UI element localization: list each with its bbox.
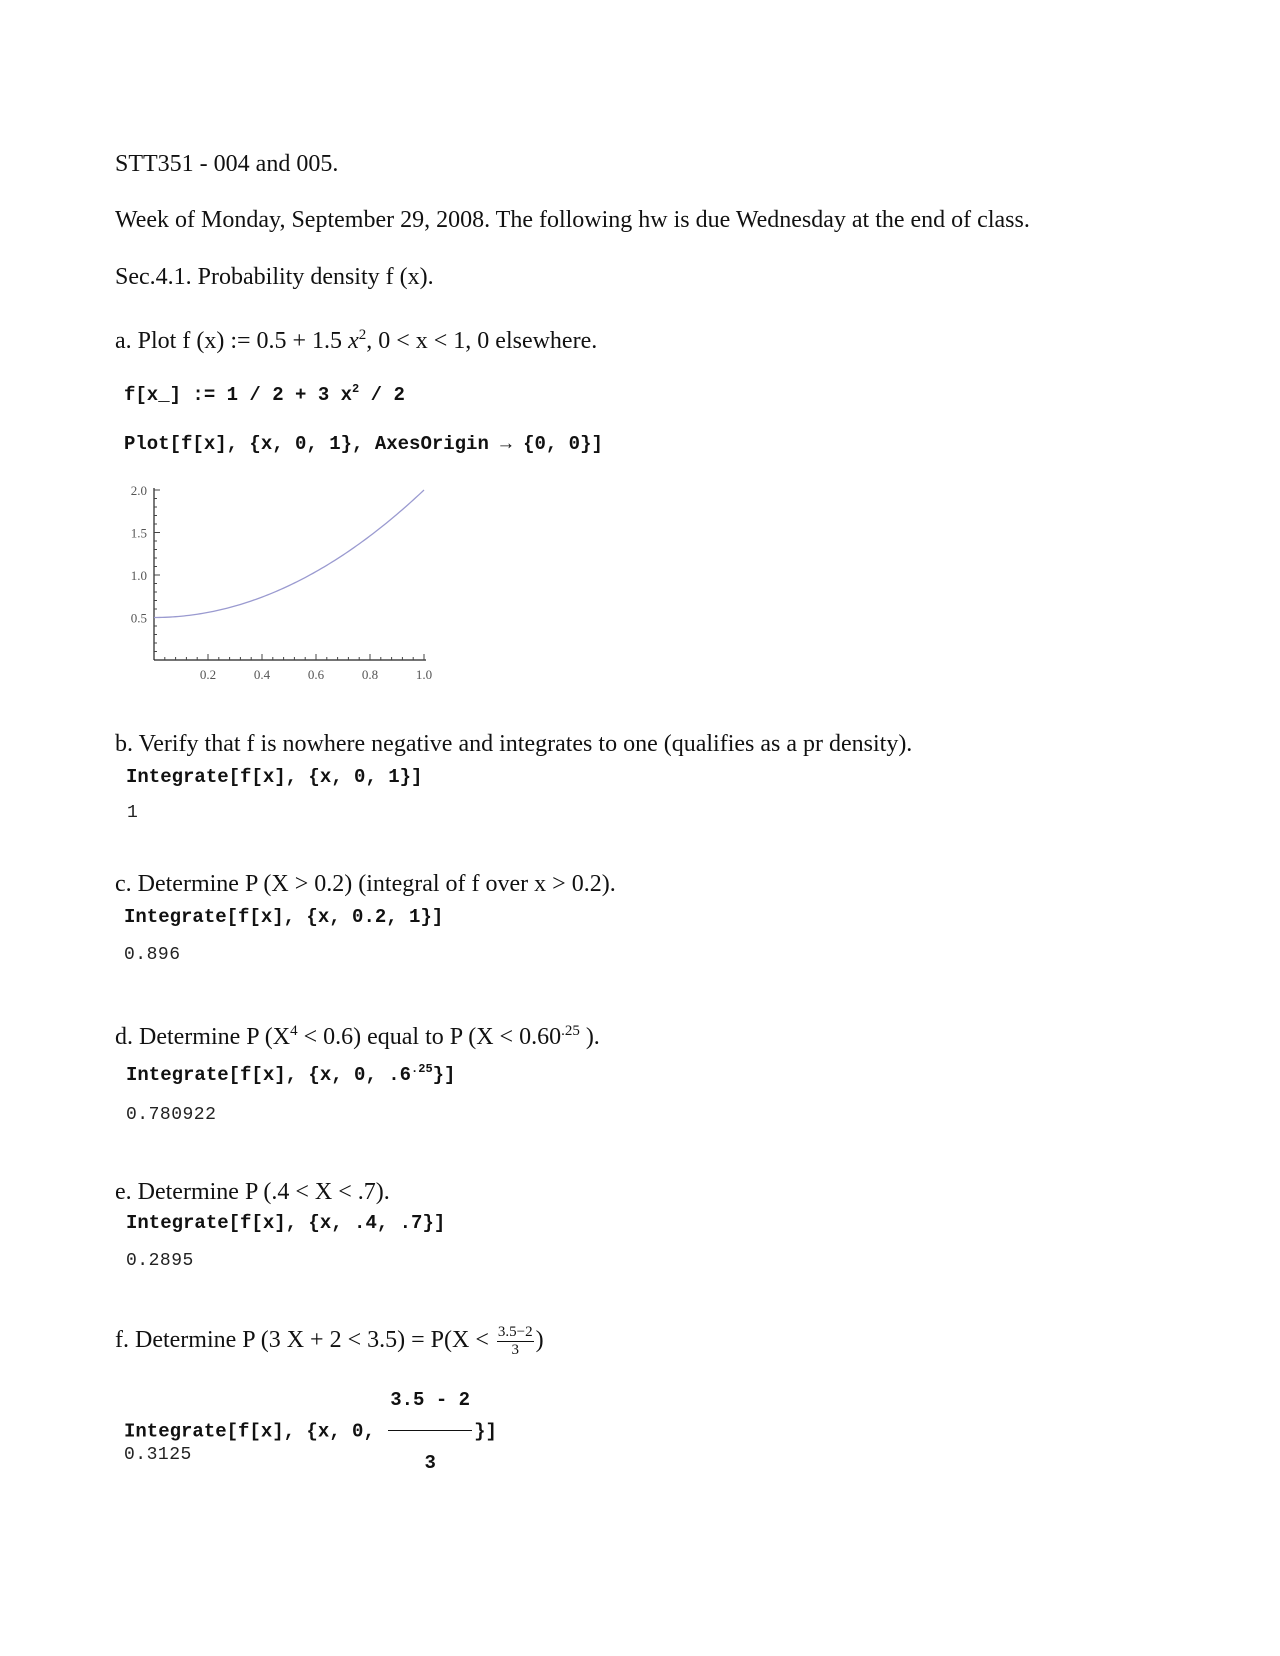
part-a-text: a. Plot f (x) := 0.5 + 1.5 $x^2$, 0 < x < 1, 0 elsewhere. <box>115 327 598 354</box>
course-heading: STT351 - 004 and 005. <box>115 151 339 177</box>
section-title: Sec.4.1. Probability density f (x). <box>115 264 434 290</box>
part-d-output: 0.780922 <box>126 1105 217 1125</box>
x-tick-label: 0.8 <box>361 667 379 680</box>
plot-axes <box>154 488 426 660</box>
part-e-input: Integrate[f[x], {x, .4, .7}] <box>126 1212 446 1234</box>
part-c-text: c. Determine P (X > 0.2) (integral of f over x > 0.2). <box>115 871 616 897</box>
y-tick-label: 2.0 <box>130 483 147 498</box>
plot-ticks <box>154 490 424 660</box>
density-curve <box>154 490 424 618</box>
part-c-output: 0.896 <box>124 945 181 965</box>
part-d-input: Integrate[f[x], {x, 0, $.6^{.25}$}] <box>126 1062 456 1086</box>
x-tick-label: 0.4 <box>253 667 271 680</box>
part-b-output: 1 <box>127 803 139 823</box>
part-f-text: f. Determine P (3 X + 2 < 3.5) = P(X < $\frac{3.5-2}{3}$ ) <box>115 1323 544 1358</box>
part-f-fraction: $\frac{3.5-2}{3}$ <box>497 1323 533 1358</box>
density-plot <box>110 470 450 680</box>
x-tick-label: 1.0 <box>415 667 433 680</box>
y-tick-label: 0.5 <box>130 610 147 626</box>
plot-tick-labels <box>131 483 432 680</box>
y-tick-label: 1.5 <box>130 525 147 541</box>
part-e-output: 0.2895 <box>126 1251 194 1271</box>
part-e-text: e. Determine P (.4 < X < .7). <box>115 1179 390 1205</box>
part-c-input: Integrate[f[x], {x, 0.2, 1}] <box>124 906 444 928</box>
x-tick-label: 0.6 <box>307 667 325 680</box>
part-b-input: Integrate[f[x], {x, 0, 1}] <box>126 766 423 788</box>
y-tick-label: 1.0 <box>130 568 147 583</box>
x-tick-label: 0.2 <box>199 667 217 680</box>
part-a-definition-input: f[x_] := 1 / 2 + 3 $x^2 / 2$ <box>124 382 405 406</box>
part-f-input-fraction: $\frac{3.5 - 2}{3}$ <box>388 1374 472 1489</box>
part-f-input: Integrate[f[x], {x, 0, $\frac{3.5 - 2}{3}$ }] <box>124 1374 497 1426</box>
part-d-text: d. Determine P $(X^4 < 0.6)$ equal to P ($X < 0.60^{.25}$ ). <box>115 1023 600 1050</box>
part-a-plot-input: Plot[f[x], {x, 0, 1}, AxesOrigin → {0, 0}] <box>124 433 603 455</box>
part-b-text: b. Verify that f is nowhere negative and integrates to one (qualifies as a pr density). <box>115 731 913 757</box>
part-f-output: 0.3125 <box>124 1445 192 1465</box>
week-line: Week of Monday, September 29, 2008. The following hw is due Wednesday at the end of class. <box>115 207 1030 233</box>
